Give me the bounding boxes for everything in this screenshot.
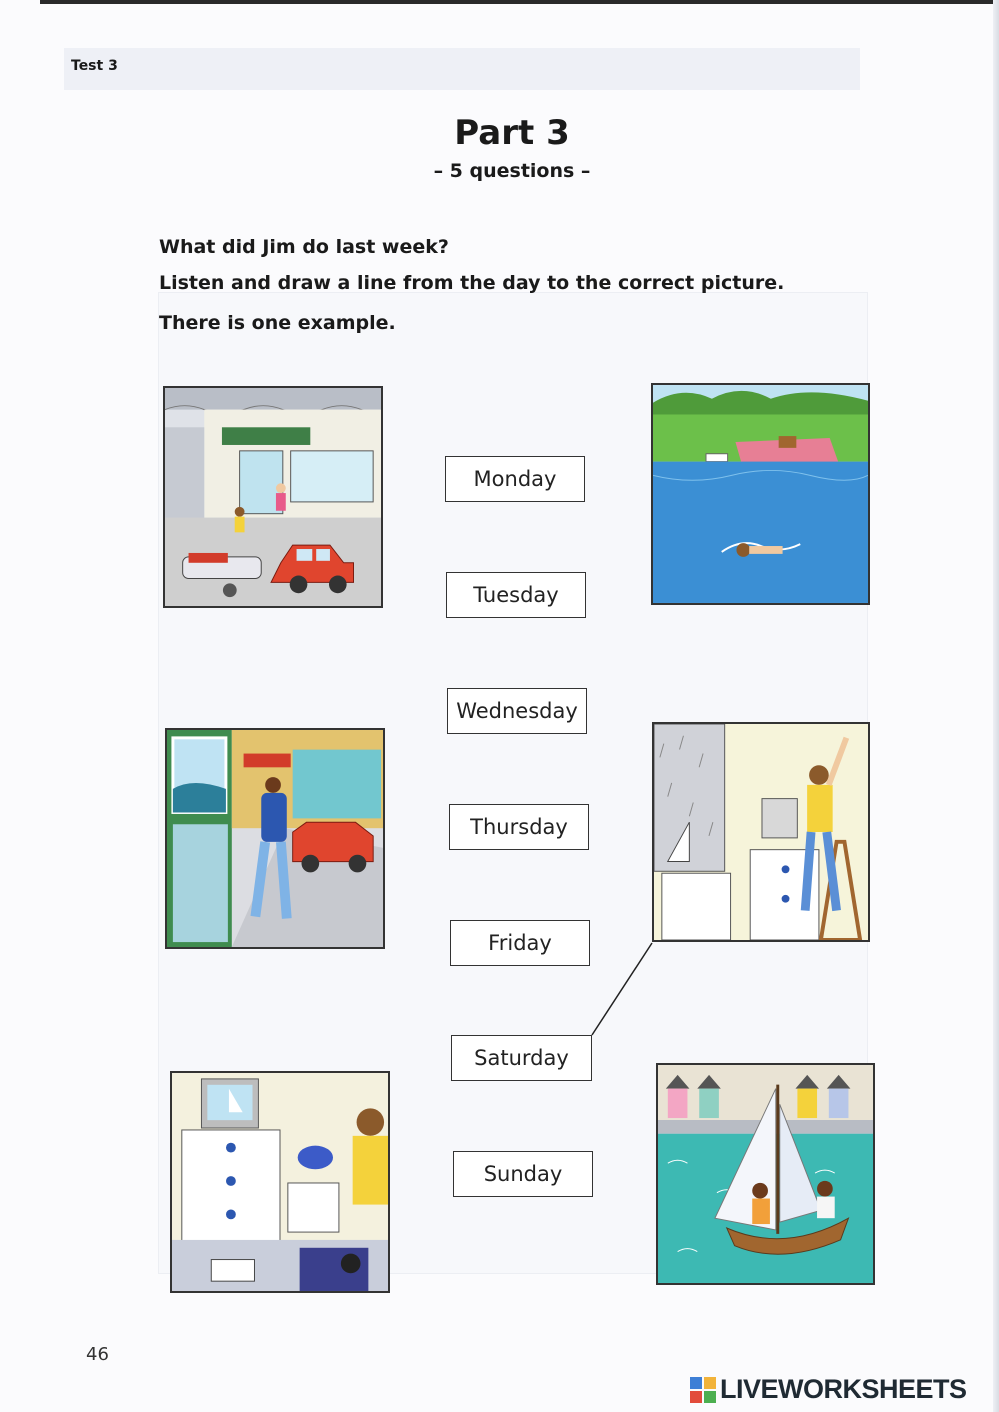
page-top-edge xyxy=(40,0,999,4)
swimming-in-river-picnic-picture[interactable] xyxy=(651,383,870,605)
bleed-through-band xyxy=(64,48,860,90)
brand-name: LIVEWORKSHEETS xyxy=(720,1374,967,1404)
shop-with-car-and-boat-picture[interactable] xyxy=(163,386,383,608)
part-subtitle: – 5 questions – xyxy=(433,160,591,182)
sailing-scene xyxy=(658,1065,873,1283)
shop-scene xyxy=(165,388,381,606)
day-box-tuesday[interactable]: Tuesday xyxy=(446,572,586,618)
liveworksheets-logo xyxy=(690,1374,967,1405)
question-text: What did Jim do last week? xyxy=(159,236,449,258)
example-note: There is one example. xyxy=(159,312,396,334)
sailing-boat-picture[interactable] xyxy=(656,1063,875,1285)
test-label: Test 3 xyxy=(71,58,118,74)
page-number: 46 xyxy=(86,1344,109,1365)
day-box-monday[interactable]: Monday xyxy=(445,456,585,502)
painting-scene xyxy=(654,724,868,940)
walking-down-street-picture[interactable] xyxy=(165,728,385,949)
bedroom-scene xyxy=(172,1073,388,1291)
day-box-wednesday[interactable]: Wednesday xyxy=(447,688,587,734)
part-title: Part 3 xyxy=(454,113,570,153)
painting-bedroom-wall-picture[interactable] xyxy=(652,722,870,942)
day-box-friday[interactable]: Friday xyxy=(450,920,590,966)
picnic-scene xyxy=(653,385,868,603)
street-scene xyxy=(167,730,383,947)
liveworksheets-icon xyxy=(690,1377,716,1403)
task-text: Listen and draw a line from the day to the correct picture. xyxy=(159,272,785,294)
day-box-saturday[interactable]: Saturday xyxy=(451,1035,592,1081)
girl-in-bedroom-picture[interactable] xyxy=(170,1071,390,1293)
day-box-sunday[interactable]: Sunday xyxy=(453,1151,593,1197)
page-right-edge xyxy=(993,0,999,1412)
day-box-thursday[interactable]: Thursday xyxy=(449,804,589,850)
